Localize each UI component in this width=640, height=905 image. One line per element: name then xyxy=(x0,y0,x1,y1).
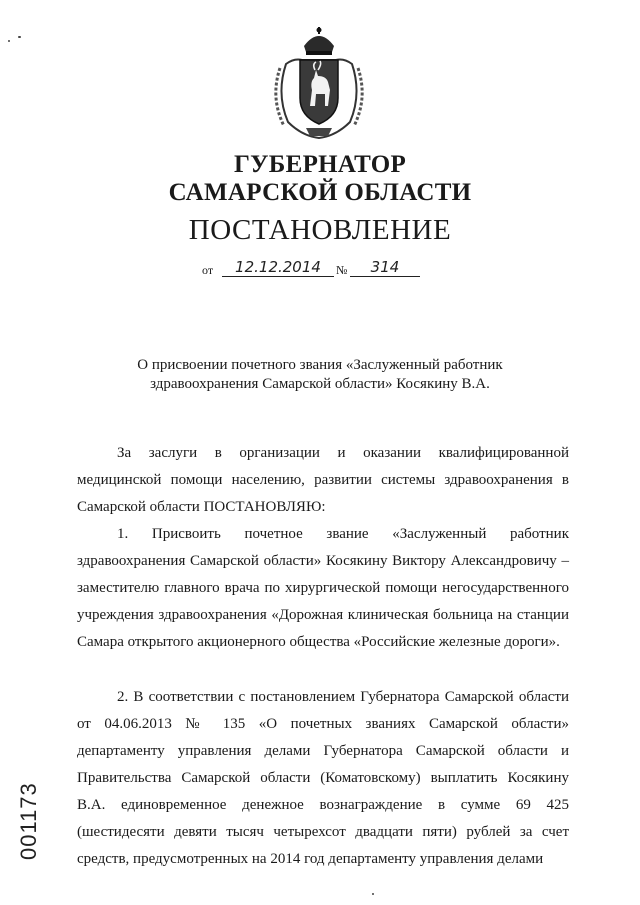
document-type-title: ПОСТАНОВЛЕНИЕ xyxy=(188,214,452,246)
body-paragraph-item-2 xyxy=(77,684,569,873)
body-paragraph-preamble xyxy=(77,440,569,521)
authority-title-line2: САМАРСКОЙ ОБЛАСТИ xyxy=(168,179,472,206)
subject-line: здравоохранения Самарской области» Косякину В.А. xyxy=(150,376,490,392)
authority-title-line1: ГУБЕРНАТОР xyxy=(233,151,407,178)
subject-line: О присвоении почетного звания «Заслуженный работник xyxy=(137,357,503,373)
scan-speck xyxy=(8,40,10,42)
paragraph-text: 1. Присвоить почетное звание «Заслуженный работник здравоохранения Самарской области» Косякину Виктору Александровичу – заместителю главного врача по хирургической помощи негосударственного учреждения здравоохранения «Дорожная клиническая больница на станции Самара открытого акционерного общества «Российские железные дороги». xyxy=(77,526,569,650)
scan-speck xyxy=(18,36,21,38)
document-date: 12.12.2014 xyxy=(222,258,334,277)
paragraph-text: 2. В соответствии с постановлением Губернатора Самарской области от 04.06.2013 № 135 «О почетных званиях Самарской области» департаменту управления делами Губернатора Самарской области и Правительства Самарской области (Коматовскому) выплатить Косякину В.А. единовременное денежное вознаграждение в сумме 69 425 (шестидесяти девяти тысяч четырехсот двадцати пяти) рублей за счет средств, предусмотренных на 2014 год департаменту управления делами xyxy=(77,689,569,867)
document-number: 314 xyxy=(350,258,420,277)
number-label: № xyxy=(336,263,348,277)
document-subject xyxy=(0,356,640,394)
date-label: от xyxy=(202,263,214,277)
paragraph-text: За заслуги в организации и оказании квалифицированной медицинской помощи населению, развитии системы здравоохранения в Самарской области ПОСТАНОВЛЯЮ: xyxy=(77,445,569,515)
scan-speck xyxy=(372,893,374,895)
margin-registration-stamp: 001173 xyxy=(16,782,41,860)
body-paragraph-item-1 xyxy=(77,521,569,656)
coat-of-arms-icon xyxy=(266,24,372,140)
